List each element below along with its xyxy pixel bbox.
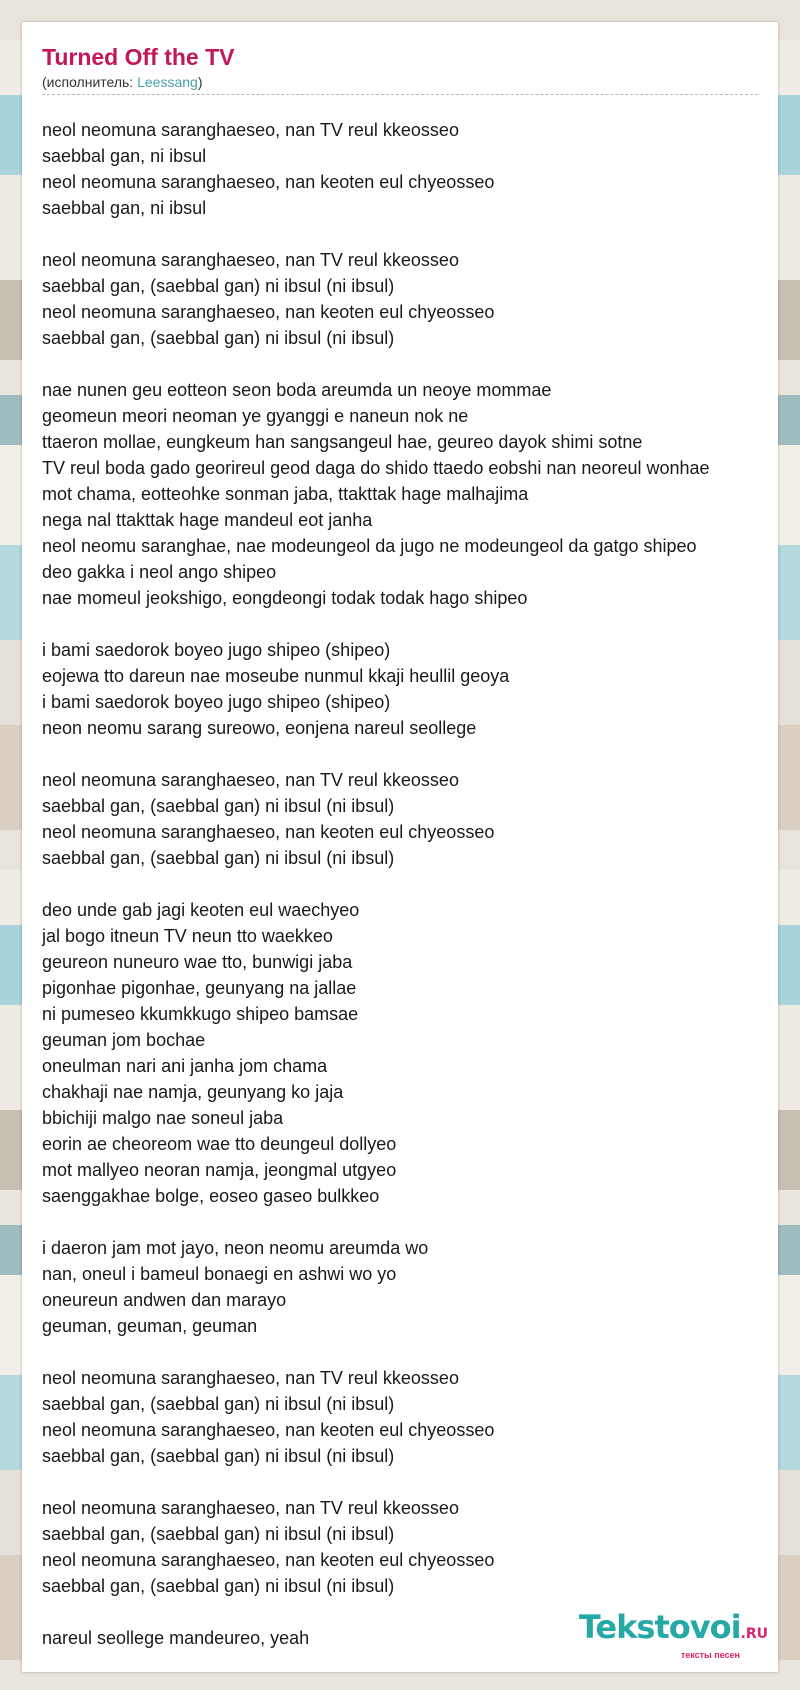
- artist-suffix: ): [197, 74, 203, 90]
- lyric-line: saebbal gan, (saebbal gan) ni ibsul (ni ibsul): [42, 848, 395, 868]
- lyric-line: chakhaji nae namja, geunyang ko jaja: [42, 1082, 344, 1102]
- lyric-line: bbichiji malgo nae soneul jaba: [42, 1108, 284, 1128]
- logo-wordmark: Tekstovoi: [578, 1608, 741, 1646]
- lyric-line: neol neomuna saranghaeseo, nan keoten eul chyeosseo: [42, 302, 495, 322]
- lyric-line: neon neomu sarang sureowo, eonjena nareul seollege: [42, 718, 477, 738]
- lyric-line: saebbal gan, (saebbal gan) ni ibsul (ni ibsul): [42, 276, 395, 296]
- lyric-line: TV reul boda gado georireul geod daga do shido ttaedo eobshi nan neoreul wonhae: [42, 458, 710, 478]
- lyric-line: deo gakka i neol ango shipeo: [42, 562, 277, 582]
- lyrics-text: [42, 117, 782, 1651]
- artist-prefix: (исполнитель:: [42, 74, 138, 90]
- lyric-blank-line: [42, 221, 782, 247]
- lyric-line: saebbal gan, ni ibsul: [42, 146, 207, 166]
- lyric-line: neol neomuna saranghaeseo, nan TV reul kkeosseo: [42, 250, 459, 270]
- lyric-line: neol neomu saranghae, nae modeungeol da jugo ne modeungeol da gatgo shipeo: [42, 536, 697, 556]
- lyric-line: saebbal gan, (saebbal gan) ni ibsul (ni ibsul): [42, 1524, 395, 1544]
- logo-tld: .RU: [740, 1626, 768, 1642]
- lyric-line: neol neomuna saranghaeseo, nan keoten eul chyeosseo: [42, 822, 495, 842]
- lyric-line: saebbal gan, (saebbal gan) ni ibsul (ni ibsul): [42, 1446, 395, 1466]
- lyric-line: geuman jom bochae: [42, 1030, 206, 1050]
- lyric-line: neol neomuna saranghaeseo, nan keoten eul chyeosseo: [42, 172, 495, 192]
- lyrics-page: [22, 22, 778, 1672]
- site-logo[interactable]: [578, 1608, 768, 1660]
- song-title: Turned Off the TV: [42, 44, 235, 70]
- lyric-line: nae nunen geu eotteon seon boda areumda un neoye mommae: [42, 380, 552, 400]
- lyric-line: jal bogo itneun TV neun tto waekkeo: [42, 926, 333, 946]
- lyric-line: neol neomuna saranghaeseo, nan TV reul kkeosseo: [42, 1498, 459, 1518]
- lyric-line: saenggakhae bolge, eoseo gaseo bulkkeo: [42, 1186, 380, 1206]
- lyric-line: oneulman nari ani janha jom chama: [42, 1056, 328, 1076]
- lyric-line: geomeun meori neoman ye gyanggi e naneun nok ne: [42, 406, 469, 426]
- lyric-blank-line: [42, 351, 782, 377]
- lyric-line: saebbal gan, ni ibsul: [42, 198, 207, 218]
- lyric-line: nae momeul jeokshigo, eongdeongi todak todak hago shipeo: [42, 588, 528, 608]
- lyric-line: geuman, geuman, geuman: [42, 1316, 258, 1336]
- lyric-blank-line: [42, 871, 782, 897]
- lyric-line: ni pumeseo kkumkkugo shipeo bamsae: [42, 1004, 359, 1024]
- lyric-line: neol neomuna saranghaeseo, nan TV reul kkeosseo: [42, 1368, 459, 1388]
- lyric-line: saebbal gan, (saebbal gan) ni ibsul (ni ibsul): [42, 1576, 395, 1596]
- lyric-line: i bami saedorok boyeo jugo shipeo (shipeo): [42, 640, 391, 660]
- lyric-line: saebbal gan, (saebbal gan) ni ibsul (ni ibsul): [42, 1394, 395, 1414]
- artist-line: [42, 72, 758, 92]
- lyric-line: nega nal ttakttak hage mandeul eot janha: [42, 510, 373, 530]
- lyric-line: neol neomuna saranghaeseo, nan TV reul kkeosseo: [42, 770, 459, 790]
- lyric-line: pigonhae pigonhae, geunyang na jallae: [42, 978, 357, 998]
- lyric-line: neol neomuna saranghaeseo, nan keoten eul chyeosseo: [42, 1550, 495, 1570]
- lyric-line: eojewa tto dareun nae moseube nunmul kkaji heullil geoya: [42, 666, 510, 686]
- lyric-line: ttaeron mollae, eungkeum han sangsangeul hae, geureo dayok shimi sotne: [42, 432, 643, 452]
- lyric-line: eorin ae cheoreom wae tto deungeul dollyeo: [42, 1134, 397, 1154]
- lyric-line: neol neomuna saranghaeseo, nan keoten eul chyeosseo: [42, 1420, 495, 1440]
- lyric-line: oneureun andwen dan marayo: [42, 1290, 287, 1310]
- lyric-line: deo unde gab jagi keoten eul waechyeo: [42, 900, 360, 920]
- lyric-line: nareul seollege mandeureo, yeah: [42, 1628, 310, 1648]
- lyric-blank-line: [42, 611, 782, 637]
- lyric-line: geureon nuneuro wae tto, bunwigi jaba: [42, 952, 353, 972]
- lyric-line: i bami saedorok boyeo jugo shipeo (shipeo): [42, 692, 391, 712]
- lyric-blank-line: [42, 1209, 782, 1235]
- lyric-line: saebbal gan, (saebbal gan) ni ibsul (ni ibsul): [42, 328, 395, 348]
- lyric-line: i daeron jam mot jayo, neon neomu areumda wo: [42, 1238, 429, 1258]
- lyric-line: nan, oneul i bameul bonaegi en ashwi wo yo: [42, 1264, 397, 1284]
- lyric-blank-line: [42, 741, 782, 767]
- lyric-blank-line: [42, 1469, 782, 1495]
- artist-link[interactable]: Leessang: [137, 74, 198, 90]
- song-header: [42, 42, 758, 95]
- lyric-line: mot mallyeo neoran namja, jeongmal utgyeo: [42, 1160, 397, 1180]
- lyric-blank-line: [42, 1339, 782, 1365]
- lyric-line: mot chama, eotteohke sonman jaba, ttakttak hage malhajima: [42, 484, 529, 504]
- lyric-line: saebbal gan, (saebbal gan) ni ibsul (ni ibsul): [42, 796, 395, 816]
- lyric-line: neol neomuna saranghaeseo, nan TV reul kkeosseo: [42, 120, 459, 140]
- logo-tagline: тексты песен: [680, 1650, 740, 1660]
